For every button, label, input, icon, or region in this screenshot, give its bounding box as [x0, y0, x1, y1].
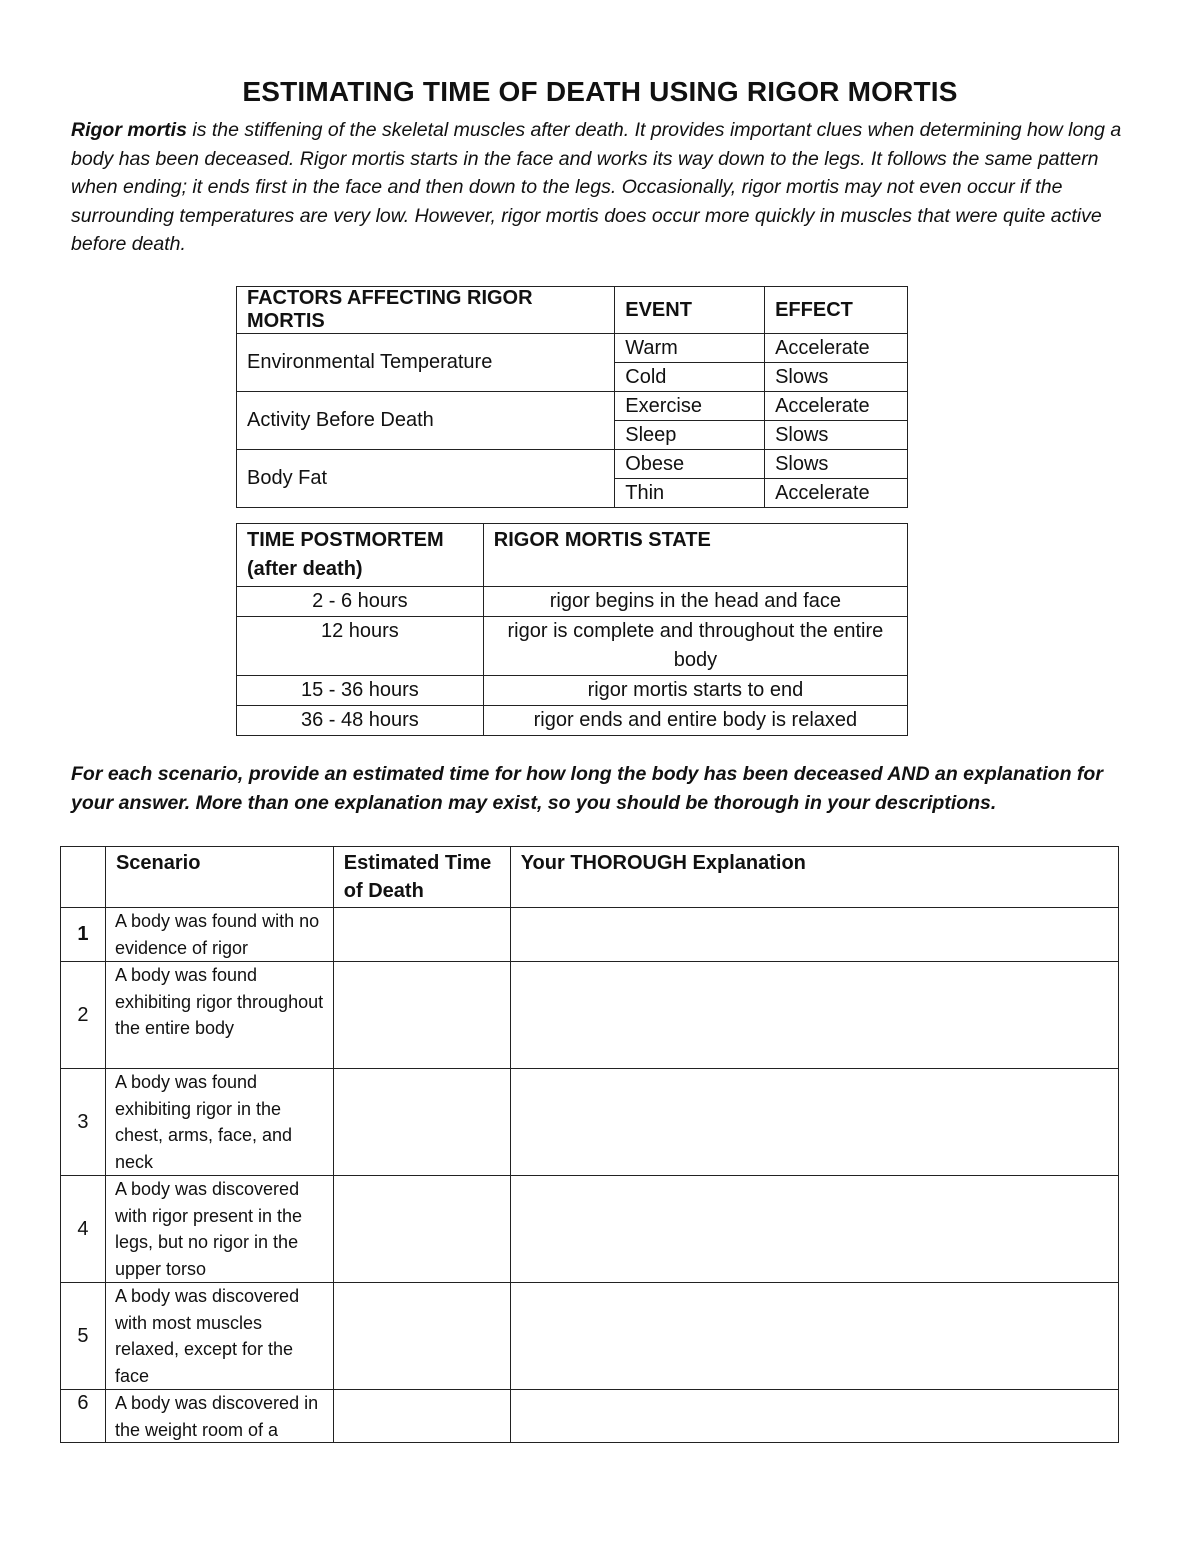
scenario-text: A body was found exhibiting rigor in the chest, arms, face, and neck — [105, 1069, 333, 1176]
factors-header-row — [237, 287, 908, 334]
effect-cell: Accelerate — [765, 392, 908, 421]
effect-cell: Accelerate — [765, 334, 908, 363]
factor-cell: Activity Before Death — [237, 392, 615, 450]
explanation-input[interactable] — [510, 1283, 1118, 1390]
scenario-row — [61, 1283, 1119, 1390]
scenario-row — [61, 962, 1119, 1069]
scenario-text: A body was discovered with rigor present in the legs, but no rigor in the upper torso — [105, 1176, 333, 1283]
time-header: TIME POSTMORTEM (after death) — [237, 524, 484, 587]
estimated-time-input[interactable] — [333, 908, 510, 962]
event-cell: Thin — [615, 479, 765, 508]
factors-table — [236, 286, 908, 508]
scenario-row — [61, 1390, 1119, 1443]
scenario-text-cell — [105, 1390, 333, 1443]
explanation-input[interactable] — [510, 1176, 1118, 1283]
number-header — [61, 847, 106, 908]
event-cell: Warm — [615, 334, 765, 363]
state-header: RIGOR MORTIS STATE — [483, 524, 907, 587]
state-cell: rigor begins in the head and face — [483, 587, 907, 617]
state-cell: rigor ends and entire body is relaxed — [483, 706, 907, 736]
scenario-row — [61, 1069, 1119, 1176]
scenario-header-row — [61, 847, 1119, 908]
time-row — [237, 676, 908, 706]
factor-row — [237, 392, 908, 421]
time-cell: 36 - 48 hours — [237, 706, 484, 736]
scenario-number: 6 — [61, 1390, 106, 1443]
intro-paragraph — [71, 116, 1131, 259]
factor-row — [237, 450, 908, 479]
scenario-text: A body was found with no evidence of rigor — [105, 908, 333, 962]
scenario-number: 1 — [61, 908, 106, 962]
effect-cell: Slows — [765, 421, 908, 450]
time-cell: 15 - 36 hours — [237, 676, 484, 706]
time-row — [237, 706, 908, 736]
explanation-input[interactable] — [510, 962, 1118, 1069]
page-title: ESTIMATING TIME OF DEATH USING RIGOR MORTIS — [242, 76, 958, 107]
estimated-time-input[interactable] — [333, 962, 510, 1069]
explanation-input[interactable] — [510, 1390, 1118, 1443]
effect-cell: Slows — [765, 450, 908, 479]
effect-cell: Accelerate — [765, 479, 908, 508]
scenario-number: 3 — [61, 1069, 106, 1176]
scenario-number: 2 — [61, 962, 106, 1069]
explanation-input[interactable] — [510, 908, 1118, 962]
time-row — [237, 587, 908, 617]
instructions: For each scenario, provide an estimated time for how long the body has been deceased AND an explanation for your answer. More than one explanation may exist, so you should be thorough in your descriptions. — [71, 763, 1103, 814]
event-cell: Cold — [615, 363, 765, 392]
state-cell: rigor mortis starts to end — [483, 676, 907, 706]
time-header-row — [237, 524, 908, 587]
scenario-table — [60, 846, 1119, 1443]
time-cell: 12 hours — [237, 617, 484, 676]
time-row — [237, 617, 908, 676]
estimated-time-input[interactable] — [333, 1176, 510, 1283]
time-cell: 2 - 6 hours — [237, 587, 484, 617]
scenario-row — [61, 1176, 1119, 1283]
state-cell: rigor is complete and throughout the entire body — [483, 617, 907, 676]
factor-cell: Environmental Temperature — [237, 334, 615, 392]
factor-row — [237, 334, 908, 363]
estimated-time-header: Estimated Time of Death — [333, 847, 510, 908]
factor-cell: Body Fat — [237, 450, 615, 508]
effect-header: EFFECT — [765, 287, 908, 334]
explanation-input[interactable] — [510, 1069, 1118, 1176]
scenario-text: A body was discovered in the weight room of a — [114, 1393, 319, 1440]
factors-header: FACTORS AFFECTING RIGOR MORTIS — [237, 287, 615, 334]
scenario-text: A body was found exhibiting rigor throughout the entire body — [105, 962, 333, 1069]
event-cell: Obese — [615, 450, 765, 479]
event-header: EVENT — [615, 287, 765, 334]
scenario-text: A body was discovered with most muscles relaxed, except for the face — [105, 1283, 333, 1390]
event-cell: Sleep — [615, 421, 765, 450]
scenario-number: 4 — [61, 1176, 106, 1283]
event-cell: Exercise — [615, 392, 765, 421]
estimated-time-input[interactable] — [333, 1390, 510, 1443]
explanation-header: Your THOROUGH Explanation — [510, 847, 1118, 908]
estimated-time-input[interactable] — [333, 1283, 510, 1390]
intro-text: is the stiffening of the skeletal muscles after death. It provides important clues when determining how long a body has been deceased. Rigor mortis starts in the face and works its way down to the legs. It follows the same pattern when ending; it ends first in the face and then down to the legs. Occasionally, rigor mortis may not even occur if the surrounding temperatures are very low. However, rigor mortis does occur more quickly in muscles that were quite active before death. — [71, 119, 1122, 256]
estimated-time-input[interactable] — [333, 1069, 510, 1176]
time-postmortem-table — [236, 523, 908, 736]
effect-cell: Slows — [765, 363, 908, 392]
intro-term: Rigor mortis — [71, 119, 187, 141]
scenario-row — [61, 908, 1119, 962]
scenario-number: 5 — [61, 1283, 106, 1390]
scenario-header: Scenario — [105, 847, 333, 908]
